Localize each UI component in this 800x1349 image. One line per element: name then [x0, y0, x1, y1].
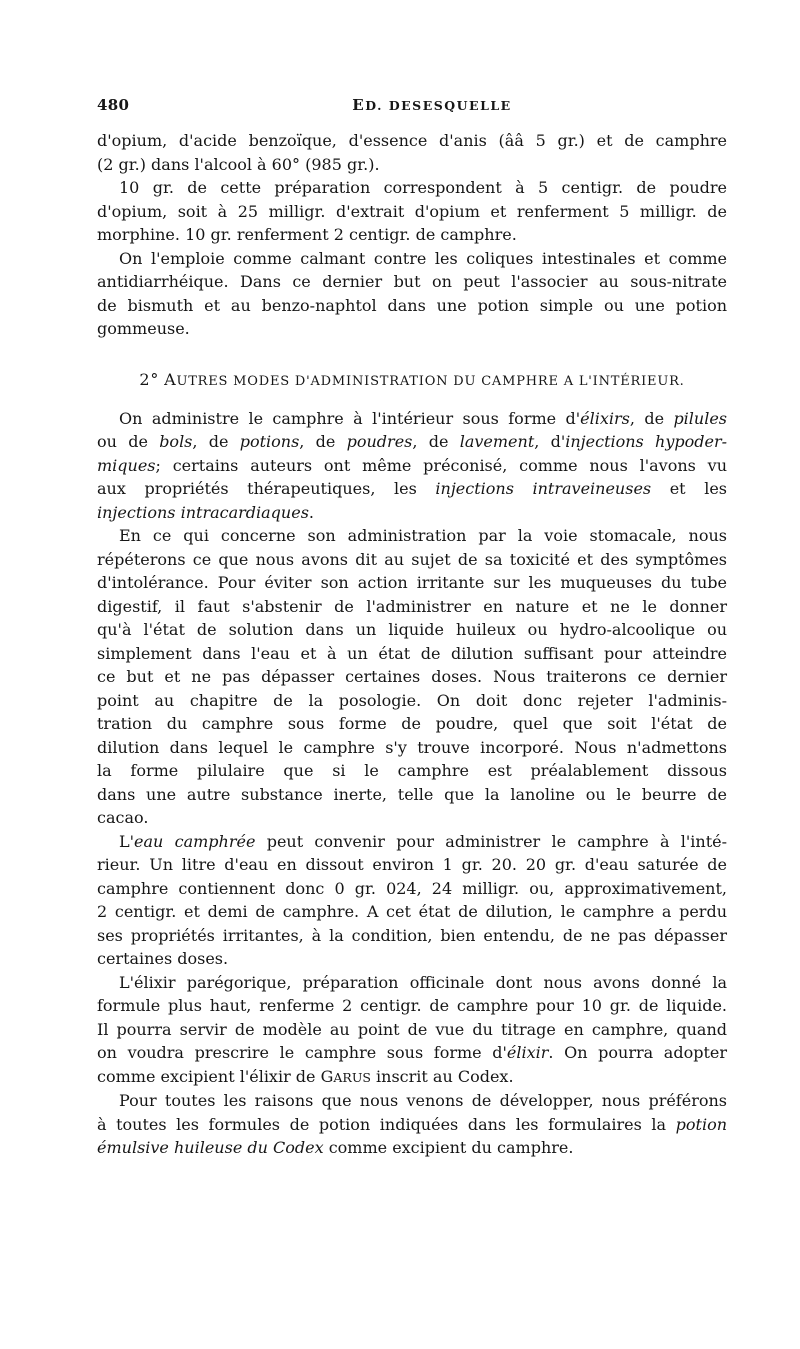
text-line: ses propriétés irritantes, à la condition, bien entendu, de ne pas dépasser: [97, 925, 727, 945]
text-line: répéterons ce que nous avons dit au sujet de sa toxicité et des symptômes: [97, 549, 727, 569]
text-line: de bismuth et au benzo-naphtol dans une potion simple ou une potion: [97, 295, 727, 315]
paragraph-camphor-water: [97, 830, 727, 971]
text-line: comme excipient l'élixir de GARUS inscrit au Codex.: [97, 1066, 514, 1086]
text-line: tration du camphre sous forme de poudre, quel que soit l'état de: [97, 714, 727, 733]
paragraph-forms: [97, 407, 727, 525]
text-line: digestif, il faut s'abstenir de l'administrer en nature et ne le donner: [97, 596, 727, 616]
running-head: [97, 96, 727, 114]
text-line: d'opium, d'acide benzoïque, d'essence d'anis (ââ 5 gr.) et de camphre: [97, 131, 727, 150]
author-surname: D. DESESQUELLE: [365, 98, 512, 113]
text-line: rieur. Un litre d'eau en dissout environ 1 gr. 20. 20 gr. d'eau saturée de: [97, 855, 727, 874]
text-line: En ce qui concerne son administration par la voie stomacale, nous: [119, 526, 727, 545]
text-line: émulsive huileuse du Codex comme excipient du camphre.: [97, 1138, 574, 1157]
text-line: ou de bols, de potions, de poudres, de lavement, d'injections hypoder-: [97, 432, 728, 451]
text-line: point au chapitre de la posologie. On doit donc rejeter l'adminis-: [97, 690, 727, 710]
paragraph-conclusion: [97, 1089, 727, 1160]
paragraph-elixir: [97, 971, 727, 1090]
text-line: d'opium, soit à 25 milligr. d'extrait d'opium et renferment 5 milligr. de: [97, 201, 727, 221]
text-line: 2 centigr. et demi de camphre. A cet état de dilution, le camphre a perdu: [97, 902, 727, 921]
text-line: On administre le camphre à l'intérieur sous forme d'élixirs, de pilules: [119, 408, 728, 428]
text-line: formule plus haut, renferme 2 centigr. de camphre pour 10 gr. de liquide.: [97, 996, 727, 1015]
text-line: qu'à l'état de solution dans un liquide huileux ou hydro-alcoolique ou: [97, 620, 727, 639]
text-line: cacao.: [97, 808, 149, 827]
text-line: à toutes les formules de potion indiquées dans les formulaires la potion: [97, 1114, 727, 1134]
text-line: gommeuse.: [97, 319, 190, 338]
text-line: On l'emploie comme calmant contre les coliques intestinales et comme: [119, 248, 727, 268]
text-line: L'eau camphrée peut convenir pour administrer le camphre à l'inté-: [119, 831, 728, 851]
section-number: 2°: [139, 369, 160, 389]
section-first-cap: A: [164, 369, 177, 389]
section-heading: [97, 371, 727, 391]
text-line: aux propriétés thérapeutiques, les injections intraveineuses et les: [97, 479, 727, 498]
text-line: injections intracardiaques.: [97, 502, 314, 522]
text-line: miques; certains auteurs ont même préconisé, comme nous l'avons vu: [97, 455, 727, 475]
text-line: camphre contiennent donc 0 gr. 024, 24 milligr. ou, approximativement,: [97, 878, 727, 898]
page-number: 480: [97, 96, 130, 114]
paragraph-continuation: [97, 129, 727, 341]
author-initial: E: [352, 96, 366, 114]
text-line: (2 gr.) dans l'alcool à 60° (985 gr.).: [97, 154, 380, 174]
section-title-text: UTRES MODES D'ADMINISTRATION DU CAMPHRE A L'INTÉRIEUR.: [176, 373, 685, 389]
text-line: la forme pilulaire que si le camphre est préalablement dissous: [97, 761, 727, 780]
text-line: simplement dans l'eau et à un état de dilution suffisant pour atteindre: [97, 643, 727, 663]
text-line: Il pourra servir de modèle au point de vue du titrage en camphre, quand: [97, 1019, 727, 1039]
text-line: on voudra prescrire le camphre sous forme d'élixir. On pourra adopter: [97, 1043, 728, 1062]
text-line: L'élixir parégorique, préparation officinale dont nous avons donné la: [119, 972, 727, 992]
text-line: morphine. 10 gr. renferment 2 centigr. de camphre.: [97, 225, 517, 244]
text-line: 10 gr. de cette préparation correspondent à 5 centigr. de poudre: [119, 178, 727, 197]
text-line: dans une autre substance inerte, telle que la lanoline ou le beurre de: [97, 784, 727, 804]
text-line: dilution dans lequel le camphre s'y trouve incorporé. Nous n'admettons: [97, 737, 727, 757]
text-line: ce but et ne pas dépasser certaines doses. Nous traiterons ce dernier: [97, 667, 727, 686]
page-body: [97, 129, 727, 1160]
page-header: [97, 96, 727, 120]
text-line: certaines doses.: [97, 949, 229, 968]
text-line: d'intolérance. Pour éviter son action irritante sur les muqueuses du tube: [97, 573, 727, 592]
paragraph-stomach: [97, 524, 727, 830]
text-line: antidiarrhéique. Dans ce dernier but on peut l'associer au sous-nitrate: [97, 272, 727, 291]
text-line: Pour toutes les raisons que nous venons de développer, nous préférons: [119, 1091, 727, 1110]
